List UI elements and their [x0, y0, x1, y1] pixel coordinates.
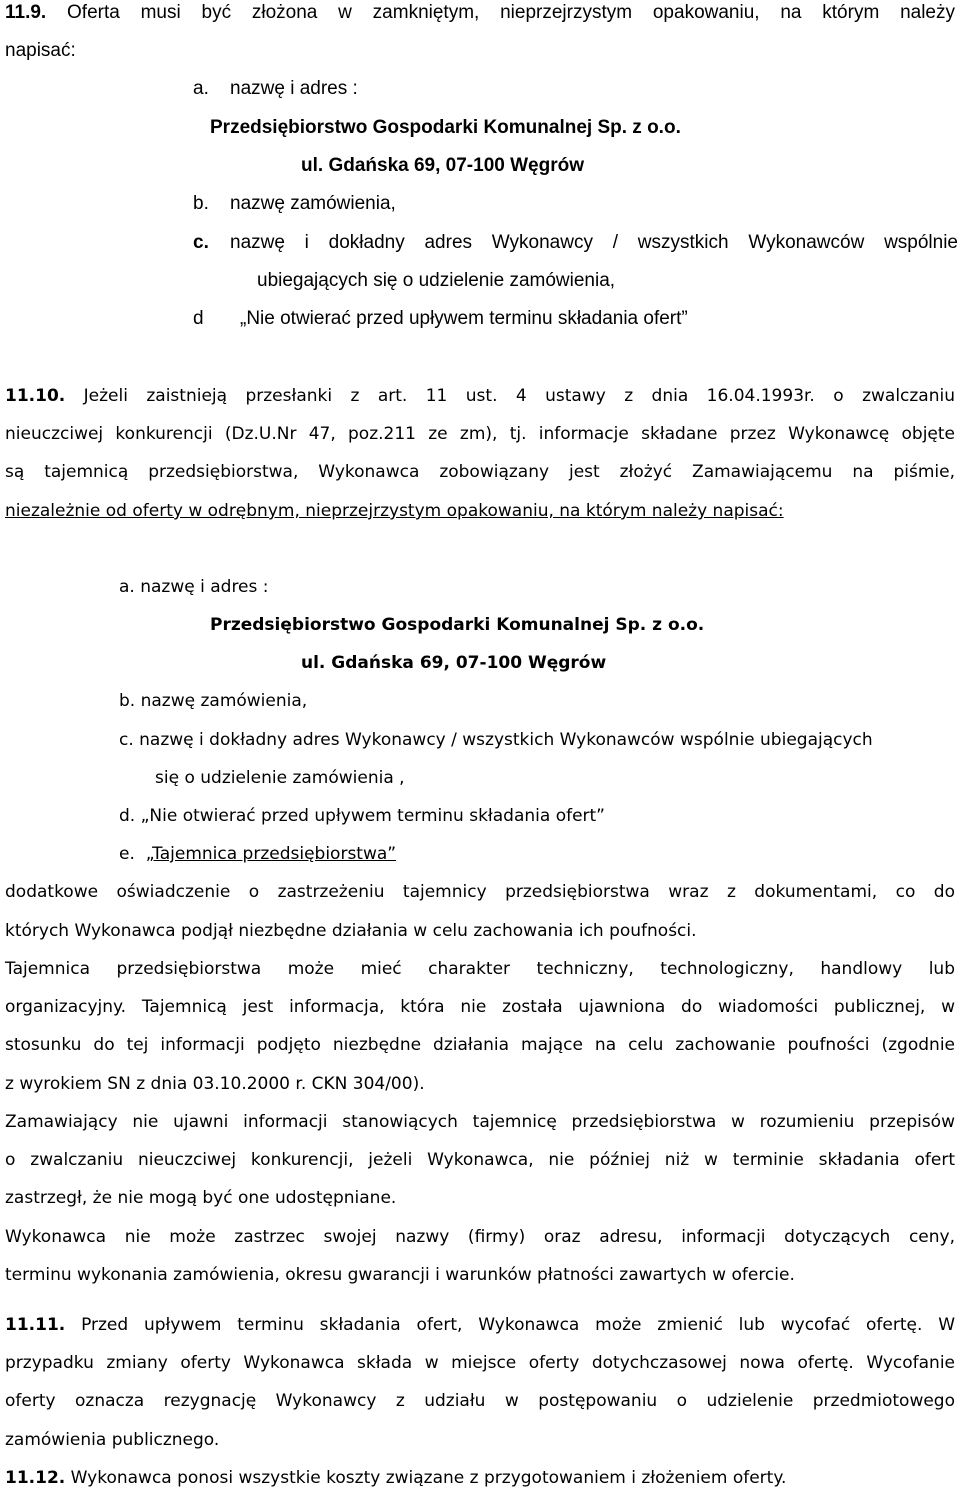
- section-11-11-line-2: przypadku zmiany oferty Wykonawca składa w miejsce oferty dotychczasowej nowa ofertę. Wycofanie: [5, 1353, 955, 1373]
- paragraph-2-line-3: stosunku do tej informacji podjęto niezbędne działania mające na celu zachowanie poufności (zgodnie: [5, 1035, 955, 1055]
- section-11-10-line-2: nieuczciwej konkurencji (Dz.U.Nr 47, poz.211 ze zm), tj. informacje składane przez Wykonawcę objęte: [5, 424, 955, 444]
- section-number: 11.10.: [5, 386, 66, 406]
- item-c-line-2: się o udzielenie zamówienia ,: [155, 768, 405, 788]
- paragraph-1-line-1: dodatkowe oświadczenie o zastrzeżeniu tajemnicy przedsiębiorstwa wraz z dokumentami, co do: [5, 882, 955, 902]
- item-b: b. nazwę zamówienia,: [119, 691, 308, 711]
- section-11-10-line-3: są tajemnicą przedsiębiorstwa, Wykonawca zobowiązany jest złożyć Zamawiającemu na piśmie,: [5, 462, 955, 482]
- paragraph-2-line-4: z wyrokiem SN z dnia 03.10.2000 r. CKN 304/00).: [5, 1074, 425, 1094]
- item-c-label: c.: [193, 232, 209, 253]
- paragraph-3-line-1: Zamawiający nie ujawni informacji stanowiących tajemnicę przedsiębiorstwa w rozumieniu przepisów: [5, 1112, 955, 1132]
- paragraph-2-line-2: organizacyjny. Tajemnicą jest informacja, która nie została ujawniona do wiadomości publicznej, w: [5, 997, 955, 1017]
- item-d-label: d: [193, 308, 204, 329]
- item-e: e. „Tajemnica przedsiębiorstwa”: [119, 844, 397, 864]
- section-11-10-line-1: 11.10. Jeżeli zaistnieją przesłanki z art. 11 ust. 4 ustawy z dnia 16.04.1993r. o zwalczaniu: [5, 386, 955, 406]
- item-b-label: b.: [193, 193, 209, 214]
- section-number: 11.12.: [5, 1468, 66, 1488]
- company-street: ul. Gdańska 69, 07-100 Węgrów: [301, 653, 607, 673]
- paragraph-1-line-2: których Wykonawca podjął niezbędne działania w celu zachowania ich poufności.: [5, 921, 697, 941]
- item-c-line-1: c. nazwę i dokładny adres Wykonawcy / wszystkich Wykonawców wspólnie ubiegających: [119, 730, 873, 750]
- item-d: d. „Nie otwierać przed upływem terminu składania ofert”: [119, 806, 605, 826]
- item-b-text: nazwę zamówienia,: [230, 193, 396, 214]
- section-11-9-line-2: napisać:: [5, 40, 76, 61]
- section-11-11-line-1: 11.11. Przed upływem terminu składania ofert, Wykonawca może zmienić lub wycofać ofertę. W: [5, 1315, 956, 1335]
- company-street: ul. Gdańska 69, 07-100 Węgrów: [301, 155, 584, 176]
- section-number: 11.9.: [5, 2, 47, 23]
- paragraph-3-line-2: o zwalczaniu nieuczciwej konkurencji, jeżeli Wykonawca, nie później niż w terminie składania ofert: [5, 1150, 955, 1170]
- item-d-text: „Nie otwierać przed upływem terminu składania ofert”: [240, 308, 688, 329]
- section-11-11-line-3: oferty oznacza rezygnację Wykonawcy z udziału w postępowaniu o udzielenie przedmiotowego: [5, 1391, 955, 1411]
- paragraph-4-line-1: Wykonawca nie może zastrzec swojej nazwy (firmy) oraz adresu, informacji dotyczących ceny,: [5, 1227, 955, 1247]
- section-number: 11.11.: [5, 1315, 66, 1335]
- section-11-12-line: 11.12. Wykonawca ponosi wszystkie koszty związane z przygotowaniem i złożeniem oferty.: [5, 1468, 787, 1488]
- company-name: Przedsiębiorstwo Gospodarki Komunalnej Sp. z o.o.: [210, 615, 705, 635]
- item-a-label: a.: [193, 78, 209, 99]
- paragraph-2-line-1: Tajemnica przedsiębiorstwa może mieć charakter techniczny, technologiczny, handlowy lub: [5, 959, 955, 979]
- paragraph-3-line-3: zastrzegł, że nie mogą być one udostępniane.: [5, 1188, 397, 1208]
- section-11-11-line-4: zamówienia publicznego.: [5, 1430, 220, 1450]
- item-a: a. nazwę i adres :: [119, 577, 269, 597]
- section-11-10-line-4: niezależnie od oferty w odrębnym, nieprzejrzystym opakowaniu, na którym należy napisać:: [5, 501, 784, 521]
- item-a-text: nazwę i adres :: [230, 78, 358, 99]
- item-c-text-line-2: ubiegających się o udzielenie zamówienia,: [257, 270, 616, 291]
- company-name: Przedsiębiorstwo Gospodarki Komunalnej Sp. z o.o.: [210, 117, 681, 138]
- item-c-text-line-1: nazwę i dokładny adres Wykonawcy / wszystkich Wykonawców wspólnie: [230, 232, 958, 253]
- paragraph-4-line-2: terminu wykonania zamówienia, okresu gwarancji i warunków płatności zawartych w ofercie.: [5, 1265, 795, 1285]
- section-11-9-line-1: 11.9. Oferta musi być złożona w zamkniętym, nieprzejrzystym opakowaniu, na którym należy: [5, 2, 955, 23]
